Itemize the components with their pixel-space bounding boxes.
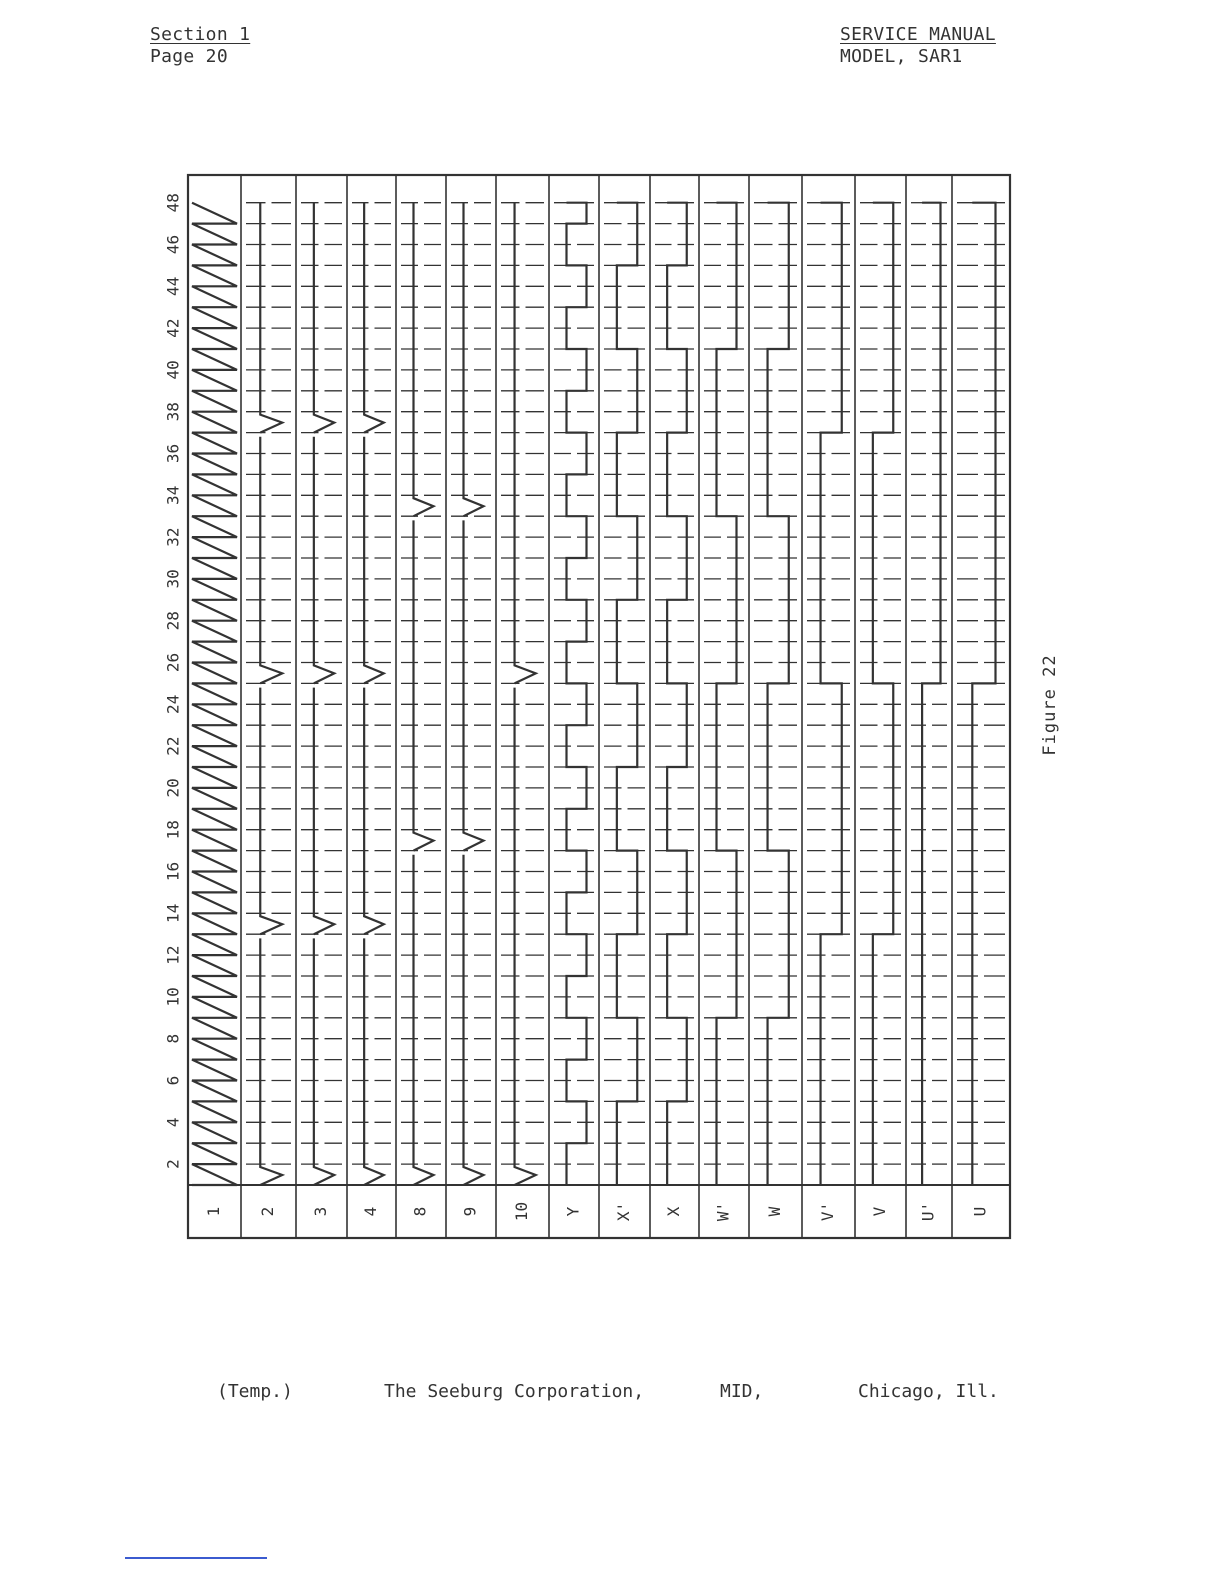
model-label: MODEL, SAR1 bbox=[840, 46, 963, 67]
figure-label: Figure 22 bbox=[1040, 654, 1060, 756]
channel-label: 4 bbox=[361, 1206, 380, 1217]
time-axis-label: 20 bbox=[163, 778, 183, 798]
channel-label: U bbox=[970, 1206, 990, 1217]
trace-channel-U' bbox=[922, 203, 940, 1185]
channel-label: 8 bbox=[410, 1206, 430, 1217]
trace-channel-10 bbox=[515, 203, 536, 1185]
scan-mark bbox=[125, 1557, 267, 1559]
time-axis-label: 42 bbox=[163, 318, 183, 338]
channel-label: V' bbox=[818, 1201, 837, 1222]
time-axis-label: 44 bbox=[163, 276, 183, 296]
channel-label: 1 bbox=[204, 1206, 223, 1217]
trace-channel-3 bbox=[314, 203, 334, 1185]
channel-label: 9 bbox=[460, 1206, 480, 1217]
trace-channel-W bbox=[768, 203, 789, 1185]
trace-channel-4 bbox=[364, 203, 384, 1185]
time-axis-label: 8 bbox=[163, 1033, 183, 1044]
section-label: Section 1 bbox=[150, 24, 251, 45]
channel-label: Y bbox=[563, 1206, 583, 1217]
time-axis-labels bbox=[164, 193, 183, 1169]
channel-label: 2 bbox=[258, 1206, 277, 1217]
trace-channel-V bbox=[873, 203, 893, 1185]
channel-label: V bbox=[870, 1206, 889, 1217]
time-axis-label: 2 bbox=[163, 1159, 183, 1169]
time-axis-label: 26 bbox=[163, 652, 183, 673]
channel-label: 10 bbox=[512, 1201, 531, 1222]
time-axis-label: 34 bbox=[163, 485, 183, 505]
time-axis-label: 4 bbox=[163, 1117, 183, 1128]
time-axis-label: 10 bbox=[163, 987, 183, 1007]
time-axis-label: 24 bbox=[163, 694, 183, 714]
waveform-traces bbox=[192, 203, 996, 1185]
time-axis-label: 40 bbox=[163, 360, 183, 380]
trace-channel-2 bbox=[260, 203, 282, 1185]
time-axis-label: 22 bbox=[163, 736, 183, 756]
time-axis-label: 38 bbox=[163, 402, 183, 422]
page-number: Page 20 bbox=[150, 46, 228, 67]
time-axis-label: 48 bbox=[163, 193, 183, 213]
trace-channel-9 bbox=[464, 203, 484, 1185]
channel-label: W bbox=[765, 1206, 784, 1217]
trace-channel-X' bbox=[617, 203, 637, 1185]
time-axis-label: 16 bbox=[163, 861, 183, 882]
footer-division: MID, bbox=[720, 1381, 764, 1402]
footer-location: Chicago, Ill. bbox=[858, 1381, 999, 1402]
channel-label: U' bbox=[918, 1201, 938, 1222]
time-axis-label: 12 bbox=[163, 945, 183, 965]
channel-labels bbox=[204, 1202, 990, 1221]
manual-title: SERVICE MANUAL bbox=[840, 24, 996, 45]
channel-label: 3 bbox=[311, 1206, 330, 1217]
channel-label: X bbox=[664, 1206, 683, 1217]
time-axis-label: 28 bbox=[163, 611, 183, 631]
diagram-grid bbox=[188, 175, 1010, 1238]
time-axis-label: 46 bbox=[163, 234, 183, 255]
trace-channel-U bbox=[972, 203, 995, 1185]
time-axis-label: 14 bbox=[163, 903, 183, 923]
trace-channel-V' bbox=[821, 203, 842, 1185]
trace-channel-X bbox=[667, 203, 687, 1185]
time-axis-label: 32 bbox=[163, 527, 183, 547]
time-axis-label: 36 bbox=[163, 443, 183, 464]
trace-channel-1 bbox=[192, 203, 237, 1185]
trace-channel-8 bbox=[414, 203, 434, 1185]
time-axis-label: 18 bbox=[163, 820, 183, 840]
channel-label: X' bbox=[614, 1201, 633, 1222]
time-axis-label: 30 bbox=[163, 569, 183, 589]
footer-temp: (Temp.) bbox=[217, 1381, 293, 1402]
time-axis-label: 6 bbox=[163, 1075, 183, 1086]
channel-label: W' bbox=[713, 1201, 733, 1222]
trace-channel-Y bbox=[567, 203, 587, 1185]
footer-company: The Seeburg Corporation, bbox=[384, 1381, 645, 1402]
trace-channel-W' bbox=[717, 203, 737, 1185]
